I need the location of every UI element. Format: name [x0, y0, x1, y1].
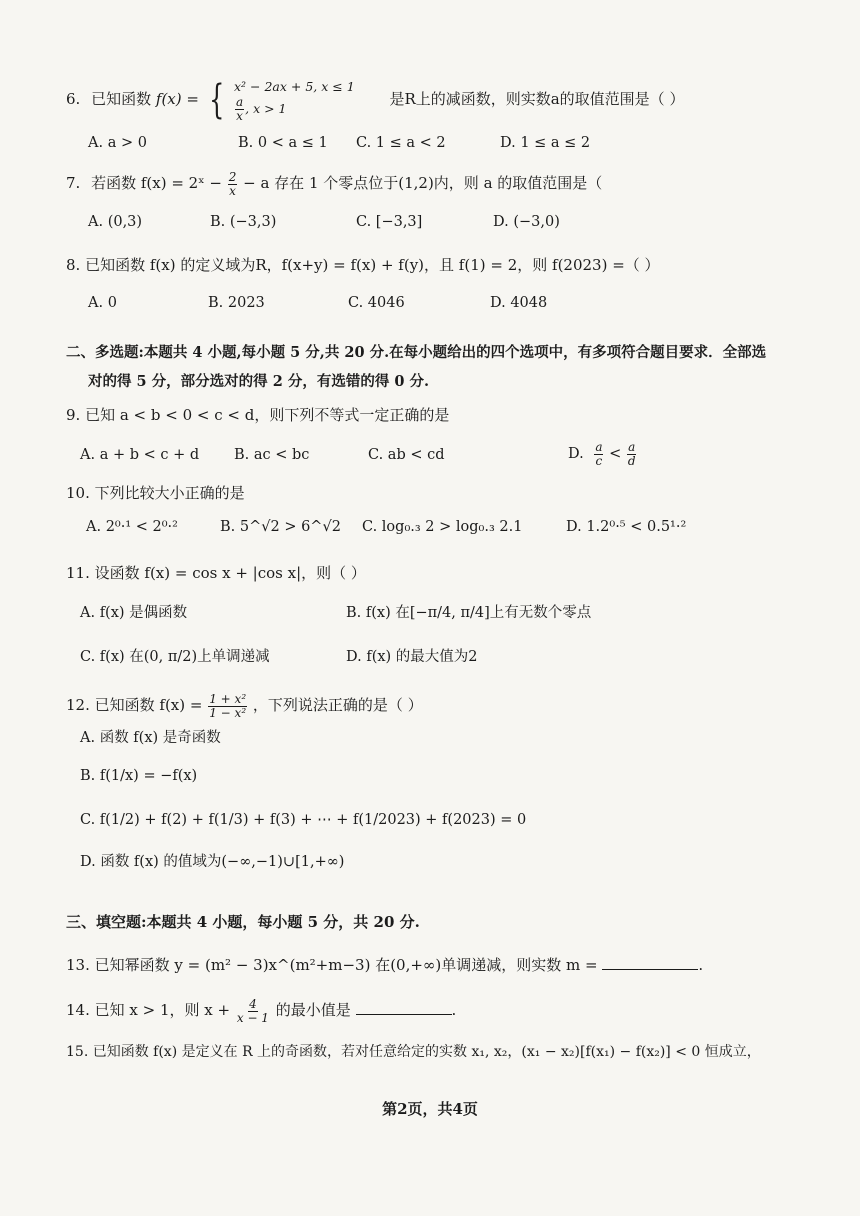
q9-option-a: A. a + b < c + d [80, 447, 200, 463]
function-name: f(x) = [155, 90, 199, 108]
fraction-numerator: 2 [228, 169, 237, 184]
question-stem: 若函数 f(x) = 2ˣ − [91, 174, 222, 192]
question-stem-tail: ，下列说法正确的是（ ） [252, 696, 423, 714]
question-stem: 14. 已知 x > 1，则 x + [66, 1001, 231, 1019]
question-10: 10. 下列比较大小正确的是 [66, 484, 245, 502]
q9-option-b: B. ac < bc [234, 447, 310, 463]
q8-option-b: B. 2023 [208, 295, 265, 311]
q10-option-a: A. 2⁰·¹ < 2⁰·² [86, 519, 178, 535]
q11-option-d: D. f(x) 的最大值为2 [346, 649, 478, 665]
q7-option-a: A. (0,3) [88, 214, 143, 230]
q7-option-b: B. (−3,3) [210, 214, 277, 230]
q8-option-c: C. 4046 [348, 295, 405, 311]
piece-2-denominator: x [236, 108, 243, 123]
question-number: 6. [66, 90, 81, 108]
question-9: 9. 已知 a < b < 0 < c < d，则下列不等式一定正确的是 [66, 406, 450, 424]
q12-option-c: C. f(1/2) + f(2) + f(1/3) + f(3) + ⋯ + f(1/2023) + f(2023) = 0 [80, 812, 527, 828]
q6-option-d: D. 1 ≤ a ≤ 2 [500, 135, 591, 151]
section-2-heading: 二、多选题:本题共 4 小题,每小题 5 分,共 20 分.在每小题给出的四个选项中，有多项符合题目要求．全部选 [66, 344, 767, 361]
question-stem-tail: − a 存在 1 个零点位于(1,2)内，则 a 的取值范围是（ [243, 174, 603, 192]
section-2-heading-cont: 对的得 5 分，部分选对的得 2 分，有选错的得 0 分. [88, 373, 430, 390]
q6-option-c: C. 1 ≤ a < 2 [356, 135, 446, 151]
q9-option-c: C. ab < cd [368, 447, 445, 463]
question-stem: 13. 已知幂函数 y = (m² − 3)x^(m²+m−3) 在(0,+∞)单调递减，则实数 m = [66, 956, 598, 974]
fraction-numerator: 1 + x² [209, 691, 247, 706]
piecewise-definition [234, 78, 355, 123]
question-7 [66, 168, 602, 198]
fraction-denominator: x [229, 183, 236, 198]
question-number: 7. [66, 174, 81, 192]
q10-option-b: B. 5^√2 > 6^√2 [220, 519, 341, 535]
question-13: 13. 已知幂函数 y = (m² − 3)x^(m²+m−3) 在(0,+∞)单调递减，则实数 m = . [66, 956, 704, 974]
answer-blank[interactable] [602, 955, 698, 970]
q12-option-b: B. f(1/x) = −f(x) [80, 768, 198, 784]
q12-option-d: D. 函数 f(x) 的值域为(−∞,−1)∪[1,+∞) [80, 854, 345, 870]
section-3-heading: 三、填空题:本题共 4 小题，每小题 5 分，共 20 分. [66, 913, 420, 931]
q10-option-d: D. 1.2⁰·⁵ < 0.5¹·² [566, 519, 687, 535]
q6-option-a: A. a > 0 [88, 135, 147, 151]
page-footer: 第2页，共4页 [382, 1100, 478, 1118]
question-15: 15. 已知函数 f(x) 是定义在 R 上的奇函数，若对任意给定的实数 x₁, x₂，(x₁ − x₂)[f(x₁) − f(x₂)] < 0 恒成立， [66, 1044, 761, 1060]
q10-option-c: C. log₀.₃ 2 > log₀.₃ 2.1 [362, 519, 523, 535]
question-14: 14. 已知 x > 1，则 x + $\frac{4}{x - 1}$ 的最小值是 . [66, 996, 457, 1025]
q7-option-c: C. [−3,3] [356, 214, 423, 230]
q6-option-b: B. 0 < a ≤ 1 [238, 135, 328, 151]
q11-option-b: B. f(x) 在[−π/4, π/4]上有无数个零点 [346, 605, 592, 621]
fraction-numerator: 4 [249, 996, 257, 1011]
q12-option-a: A. 函数 f(x) 是奇函数 [80, 730, 221, 746]
question-6 [66, 74, 684, 124]
answer-blank[interactable] [356, 1000, 452, 1015]
question-stem: 12. 已知函数 f(x) = [66, 696, 203, 714]
q7-option-d: D. (−3,0) [493, 214, 560, 230]
question-11: 11. 设函数 f(x) = cos x + |cos x|，则（ ） [66, 564, 366, 582]
q11-option-c: C. f(x) 在(0, π/2)上单调递减 [80, 649, 270, 665]
piecewise-brace: { [208, 77, 225, 123]
fraction-denominator: 1 − x² [209, 705, 247, 720]
question-8: 8. 已知函数 f(x) 的定义域为R，f(x+y) = f(x) + f(y)，且 f(1) = 2，则 f(2023) =（ ） [66, 256, 660, 274]
piece-1: x² − 2ax + 5, x ≤ 1 [233, 78, 355, 94]
piece-2: $\frac{a}{x}$ , x > 1 [235, 94, 287, 123]
question-12 [66, 688, 423, 722]
piece-2-numerator: a [235, 94, 244, 109]
q11-option-a: A. f(x) 是偶函数 [80, 605, 188, 621]
q9-option-d: D. $\frac{a}{c}$ < $\frac{a}{d}$ [568, 439, 636, 468]
q8-option-a: A. 0 [88, 295, 117, 311]
fraction-denominator: x − 1 [236, 1010, 269, 1025]
question-stem: 已知函数 [91, 90, 152, 108]
q8-option-d: D. 4048 [490, 295, 548, 311]
question-stem-tail: 是R上的减函数，则实数a的取值范围是（ ） [389, 90, 685, 108]
